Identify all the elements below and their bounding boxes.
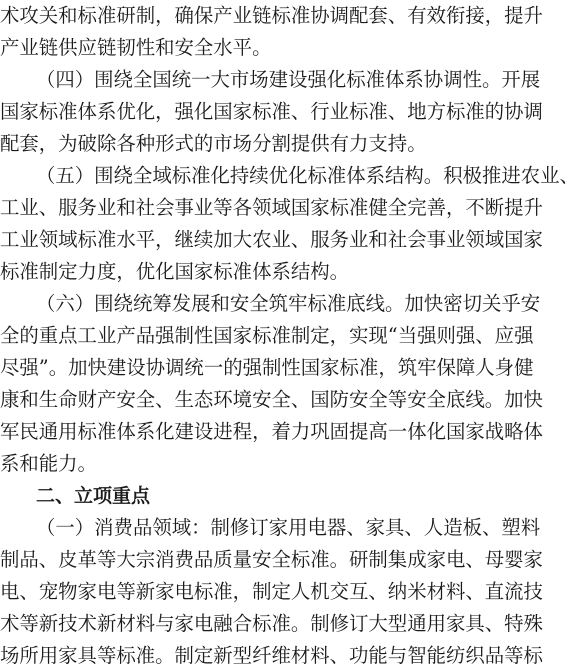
text-line-21: 场所用家具等标准。制定新型纤维材料、功能与智能纺织品等标 <box>0 644 543 667</box>
section-heading: 二、立项重点 <box>36 485 151 507</box>
text-line-8: 工业领域标准水平，继续加大农业、服务业和社会事业领域国家 <box>0 228 543 251</box>
text-line-12: 尽强”。加快建设协调统一的强制性国家标准，筑牢保障人身健 <box>0 356 534 379</box>
text-line-5: 配套，为破除各种形式的市场分割提供有力支持。 <box>0 132 427 155</box>
paragraph-heading-4: （四）围绕全国统一大市场建设强化标准体系协调性。开展 <box>36 68 541 91</box>
text-line-9: 标准制定力度，优化国家标准体系结构。 <box>0 260 350 283</box>
text-line-19: 电、宠物家电等新家电标准，制定人机交互、纳米材料、直流技 <box>0 580 543 603</box>
text-line-1: 术攻关和标准研制，确保产业链标准协调配套、有效衔接，提升 <box>0 4 543 27</box>
text-line-20: 术等新技术新材料与家电融合标准。制修订大型通用家具、特殊 <box>0 612 543 635</box>
paragraph-heading-6: （六）围绕统筹发展和安全筑牢标准底线。加快密切关乎安 <box>36 292 541 315</box>
text-line-2: 产业链供应链韧性和安全水平。 <box>0 36 272 59</box>
text-line-7: 工业、服务业和社会事业等各领域国家标准健全完善，不断提升 <box>0 196 543 219</box>
text-line-15: 系和能力。 <box>0 452 97 475</box>
text-line-4: 国家标准体系优化，强化国家标准、行业标准、地方标准的协调 <box>0 100 543 123</box>
text-line-14: 军民通用标准体系化建设进程，着力巩固提高一体化国家战略体 <box>0 420 543 443</box>
paragraph-heading-consumer-goods: （一）消费品领域：制修订家用电器、家具、人造板、塑料 <box>36 516 541 539</box>
text-line-11: 全的重点工业产品强制性国家标准制定，实现“当强则强、应强 <box>0 324 534 347</box>
text-line-18: 制品、皮革等大宗消费品质量安全标准。研制集成家电、母婴家 <box>0 548 543 571</box>
text-line-13: 康和生命财产安全、生态环境安全、国防安全等安全底线。加快 <box>0 388 543 411</box>
paragraph-heading-5: （五）围绕全域标准化持续优化标准体系结构。积极推进农业、 <box>36 164 579 187</box>
